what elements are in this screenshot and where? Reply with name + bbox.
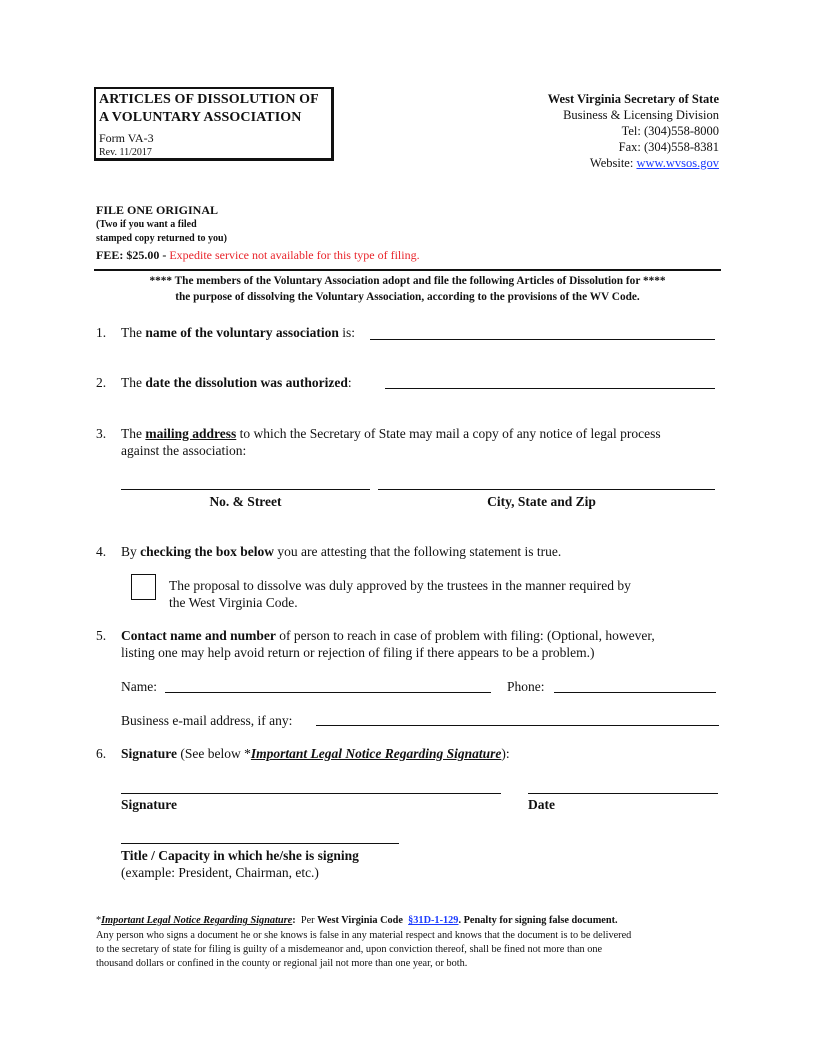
item5-bold: Contact name and number <box>121 628 276 643</box>
city-state-zip-field[interactable] <box>378 489 715 490</box>
email-label: Business e-mail address, if any: <box>121 713 293 728</box>
stamped-copy-note: stamped copy returned to you) <box>96 233 227 244</box>
association-name-field[interactable] <box>370 339 715 340</box>
signature-label: Signature <box>121 797 178 812</box>
legal-notice-body1: Any person who signs a document he or she knows is false in any material respect and knows that the document is to be delivered <box>96 930 632 941</box>
signature-field[interactable] <box>121 793 501 794</box>
header-divider <box>94 269 721 271</box>
title-capacity-field[interactable] <box>121 843 399 844</box>
item6-number: 6. <box>96 746 107 761</box>
agency-division: Business & Licensing Division <box>563 108 719 122</box>
notice-code: West Virginia Code <box>317 915 403 926</box>
agency-website <box>590 156 719 171</box>
item2-bold: date the dissolution was authorized <box>145 375 348 390</box>
attestation-statement-line1: The proposal to dissolve was duly approved by the trustees in the manner required by <box>169 578 631 593</box>
legal-notice-body3: thousand dollars or confined in the county or regional jail not more than one year, or both. <box>96 958 468 969</box>
item3-post: to which the Secretary of State may mail a copy of any notice of legal process <box>236 426 661 441</box>
street-label: No. & Street <box>209 494 282 509</box>
item1-post: is: <box>338 325 356 340</box>
contact-phone-label: Phone: <box>507 679 545 694</box>
fee-amount: FEE: $25.00 - <box>96 248 170 262</box>
item2-label <box>121 375 352 391</box>
item6-bold: Signature <box>121 746 178 761</box>
item4-bold: checking the box below <box>140 544 275 559</box>
item3-line2: against the association: <box>121 443 247 458</box>
fee-line <box>96 248 420 263</box>
item6-pre2: (See below * <box>177 746 251 761</box>
dissolution-date-field[interactable] <box>385 388 715 389</box>
attestation-statement-line2: the West Virginia Code. <box>169 595 298 610</box>
street-field[interactable] <box>121 489 370 490</box>
attestation-checkbox[interactable] <box>131 574 156 600</box>
form-revision: Rev. 11/2017 <box>99 147 152 158</box>
notice-colon: : <box>292 915 296 926</box>
item3-bold: mailing address <box>145 426 237 441</box>
item6-notice: Important Legal Notice Regarding Signature <box>250 746 502 761</box>
code-section-link[interactable]: §31D-1-129 <box>408 915 459 926</box>
item2-post: : <box>347 375 352 390</box>
agency-fax: Fax: (304)558-8381 <box>618 140 719 154</box>
contact-name-label: Name: <box>121 679 157 694</box>
notice-title: Important Legal Notice Regarding Signature <box>101 915 293 926</box>
item3-pre: The <box>121 426 146 441</box>
item5-post: of person to reach in case of problem with filing: (Optional, however, <box>275 628 655 643</box>
form-title-box <box>94 87 334 161</box>
notice-per: Per <box>300 915 318 926</box>
website-label: Website: <box>589 156 637 170</box>
item6-label <box>121 746 510 762</box>
notice-penalty: . Penalty for signing false document. <box>458 915 618 926</box>
expedite-note: Expedite service not available for this type of filing. <box>169 248 420 262</box>
form-title-line1: ARTICLES OF DISSOLUTION OF <box>99 92 319 107</box>
item5-line2: listing one may help avoid return or rejection of filing if there appears to be a problem.) <box>121 645 595 660</box>
legal-notice-heading <box>96 915 618 926</box>
item6-post: ): <box>501 746 510 761</box>
two-if-note: (Two if you want a filed <box>96 219 197 230</box>
item4-pre: By <box>121 544 141 559</box>
file-one-original: FILE ONE ORIGINAL <box>96 203 219 217</box>
item3-number: 3. <box>96 426 107 441</box>
contact-name-field[interactable] <box>165 692 491 693</box>
date-label: Date <box>528 797 555 812</box>
website-link[interactable]: www.wvsos.gov <box>636 156 719 170</box>
form-title-line2: A VOLUNTARY ASSOCIATION <box>99 110 302 125</box>
notice-star: * <box>96 915 102 926</box>
item4-post: you are attesting that the following statement is true. <box>274 544 562 559</box>
item2-pre: The <box>121 375 146 390</box>
item4-label <box>121 544 561 560</box>
item5-label <box>121 628 655 644</box>
email-field[interactable] <box>316 725 719 726</box>
item3-label <box>121 426 661 442</box>
form-number: Form VA-3 <box>99 131 154 145</box>
legal-notice-body2: to the secretary of state for filing is guilty of a misdemeanor and, upon conviction thereof, shall be fined not more than one <box>96 944 603 955</box>
item1-number: 1. <box>96 325 107 340</box>
signature-date-field[interactable] <box>528 793 718 794</box>
item4-number: 4. <box>96 544 107 559</box>
item1-bold: name of the voluntary association <box>145 325 339 340</box>
city-state-zip-label: City, State and Zip <box>487 494 596 509</box>
contact-phone-field[interactable] <box>554 692 716 693</box>
item2-number: 2. <box>96 375 107 390</box>
title-capacity-example: (example: President, Chairman, etc.) <box>121 865 319 880</box>
preamble-line2: the purpose of dissolving the Voluntary Association, according to the provisions of the WV Code. <box>175 291 640 303</box>
preamble-line1: **** The members of the Voluntary Association adopt and file the following Articles of Dissolution for **** <box>149 275 666 287</box>
title-capacity-label: Title / Capacity in which he/she is signing <box>121 848 359 863</box>
item5-number: 5. <box>96 628 107 643</box>
item1-label <box>121 325 355 341</box>
item1-pre: The <box>121 325 146 340</box>
agency-name: West Virginia Secretary of State <box>547 92 719 106</box>
agency-tel: Tel: (304)558-8000 <box>621 124 719 138</box>
